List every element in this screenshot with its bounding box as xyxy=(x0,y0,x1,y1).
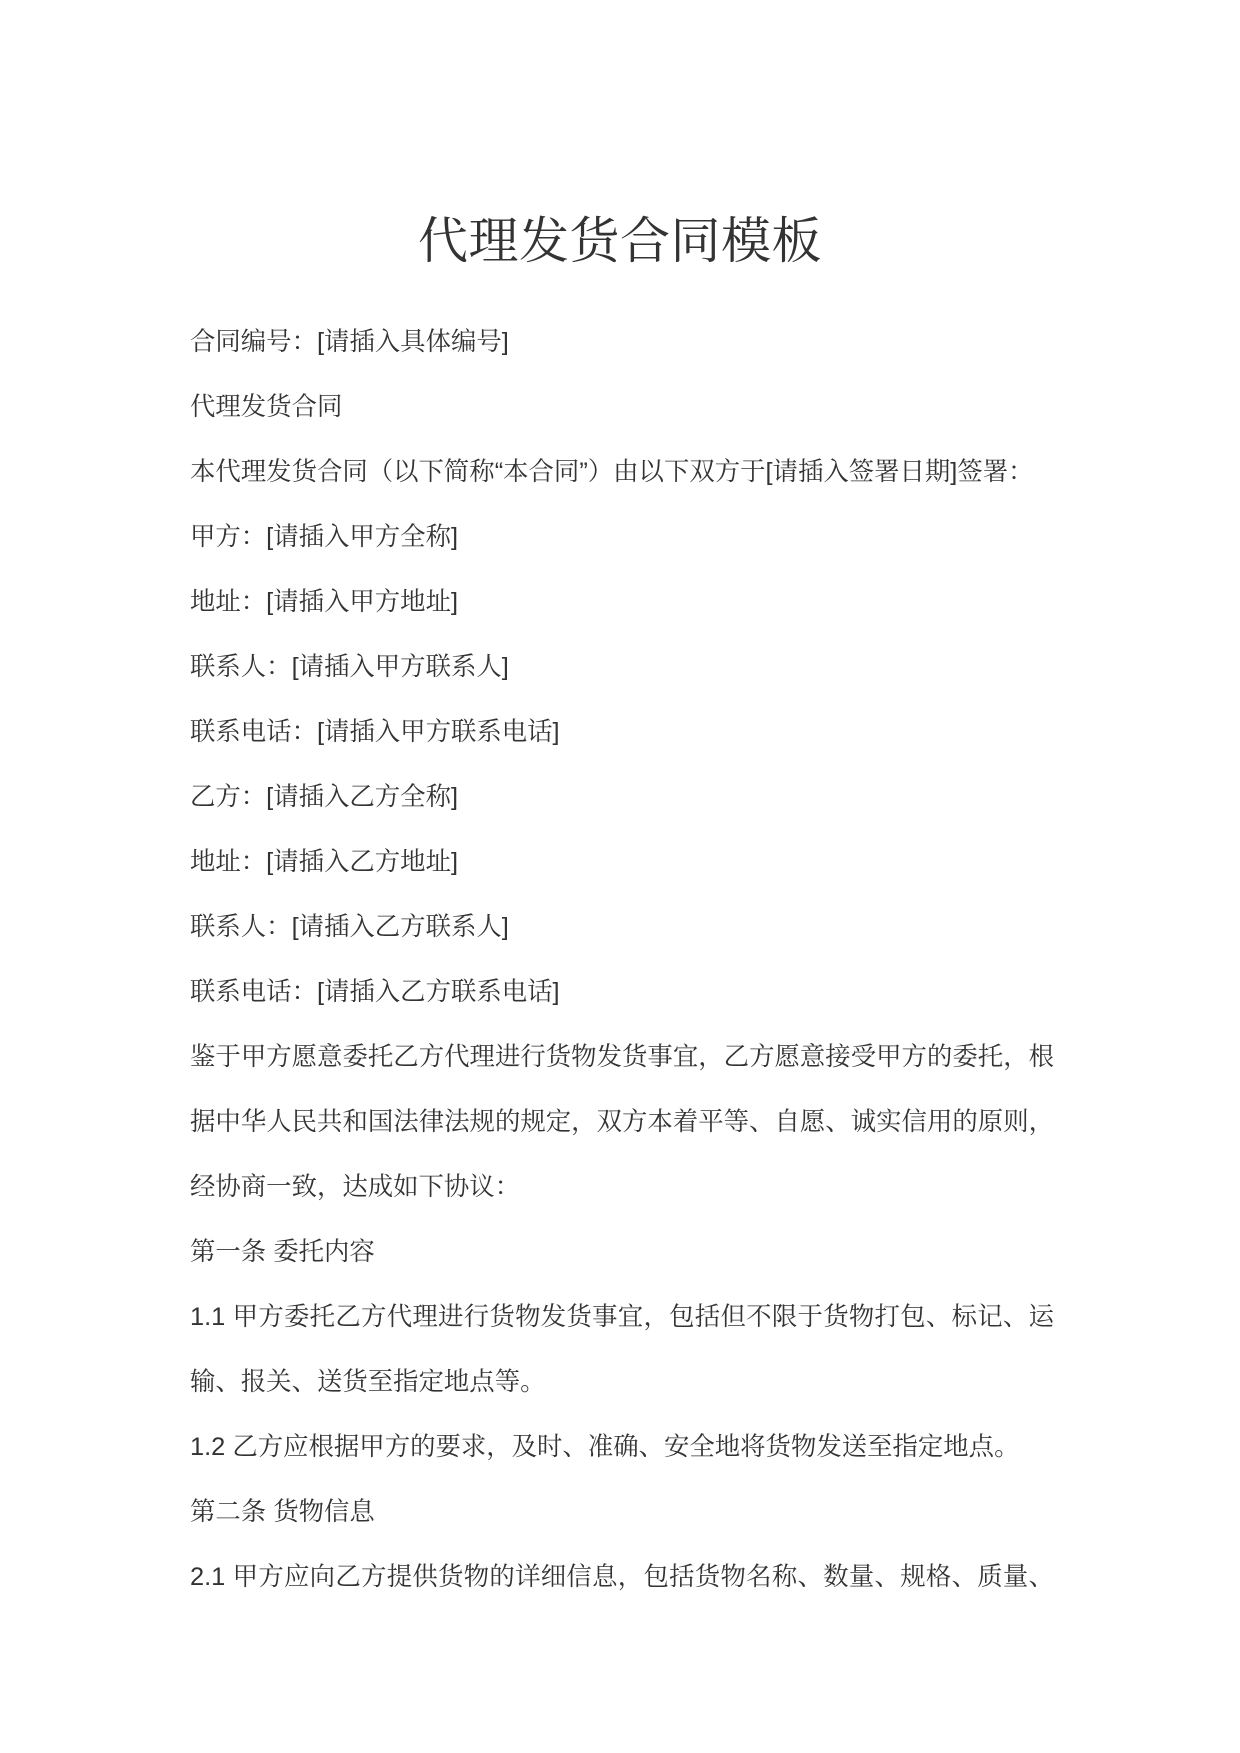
paragraph-line: 地址：[请插入甲方地址] xyxy=(190,588,459,616)
paragraph-line: 2.1 甲方应向乙方提供货物的详细信息，包括货物名称、数量、规格、质量、 xyxy=(190,1563,1054,1591)
paragraph-line: 鉴于甲方愿意委托乙方代理进行货物发货事宜，乙方愿意接受甲方的委托，根 xyxy=(190,1043,1054,1071)
paragraph-line: 联系人：[请插入甲方联系人] xyxy=(190,653,509,681)
document-body xyxy=(190,310,1054,1610)
paragraph-line: 甲方：[请插入甲方全称] xyxy=(190,523,459,551)
paragraph-line: 1.2 乙方应根据甲方的要求，及时、准确、安全地将货物发送至指定地点。 xyxy=(190,1433,1020,1461)
paragraph-line: 经协商一致，达成如下协议： xyxy=(190,1173,521,1201)
document-title: 代理发货合同模板 xyxy=(418,213,822,269)
paragraph-line: 输、报关、送货至指定地点等。 xyxy=(190,1368,546,1396)
paragraph-line: 联系电话：[请插入甲方联系电话] xyxy=(190,718,560,746)
paragraph-line: 联系人：[请插入乙方联系人] xyxy=(190,913,509,941)
paragraph-line: 地址：[请插入乙方地址] xyxy=(190,848,459,876)
paragraph-line: 据中华人民共和国法律法规的规定，双方本着平等、自愿、诚实信用的原则， xyxy=(190,1108,1054,1136)
paragraph-line: 代理发货合同 xyxy=(190,393,343,421)
paragraph-line: 合同编号：[请插入具体编号] xyxy=(190,328,509,356)
paragraph-line: 1.1 甲方委托乙方代理进行货物发货事宜，包括但不限于货物打包、标记、运 xyxy=(190,1303,1054,1331)
paragraph-line: 联系电话：[请插入乙方联系电话] xyxy=(190,978,560,1006)
paragraph-line: 第二条 货物信息 xyxy=(190,1498,375,1526)
paragraph-line: 第一条 委托内容 xyxy=(190,1238,375,1266)
paragraph-line: 本代理发货合同（以下简称“本合同”）由以下双方于[请插入签署日期]签署： xyxy=(190,458,1034,486)
paragraph-line: 乙方：[请插入乙方全称] xyxy=(190,783,459,811)
